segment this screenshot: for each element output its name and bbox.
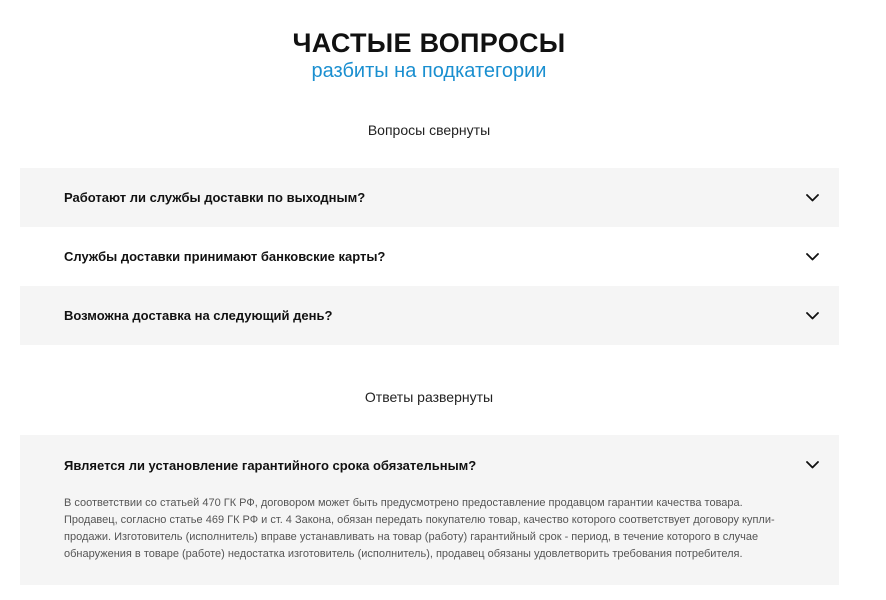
faq-question: Работают ли службы доставки по выходным? bbox=[64, 190, 366, 205]
faq-expanded-list bbox=[20, 435, 839, 585]
chevron-down-icon[interactable] bbox=[805, 458, 819, 472]
chevron-down-icon[interactable] bbox=[805, 309, 819, 323]
faq-collapsed-list bbox=[20, 168, 839, 345]
collapsed-section-label: Вопросы свернуты bbox=[367, 122, 491, 138]
faq-question: Возможна доставка на следующий день? bbox=[64, 308, 333, 323]
faq-answer: В соответствии со статьей 470 ГК РФ, договором может быть предусмотрено предоставление продавцом гарантии качества товара. Продавец, согласно статье 469 ГК РФ и ст. 4 Закона, обязан передать покупателю товар, качество которого соответствует договору купли-продажи. Изготовитель (исполнитель) вправе устанавливать на товар (работу) гарантийный срок - период, в течение которого в случае обнаружения в товаре (работе) недостатка изготовитель (исполнитель), продавец обязаны удовлетворить требования потребителя. bbox=[64, 497, 775, 560]
faq-item-warranty[interactable] bbox=[20, 435, 839, 495]
expanded-section-label: Ответы развернуты bbox=[364, 389, 494, 405]
faq-item-weekend-delivery[interactable] bbox=[20, 168, 839, 227]
chevron-down-icon[interactable] bbox=[805, 191, 819, 205]
page-title: ЧАСТЫЕ ВОПРОСЫ bbox=[292, 28, 566, 58]
chevron-down-icon[interactable] bbox=[805, 250, 819, 264]
faq-question: Службы доставки принимают банковские карты? bbox=[64, 249, 386, 264]
page-subtitle: разбиты на подкатегории bbox=[311, 60, 547, 82]
faq-question: Является ли установление гарантийного срока обязательным? bbox=[64, 457, 477, 473]
faq-item-bank-cards[interactable] bbox=[20, 227, 839, 286]
faq-item-next-day-delivery[interactable] bbox=[20, 286, 839, 345]
